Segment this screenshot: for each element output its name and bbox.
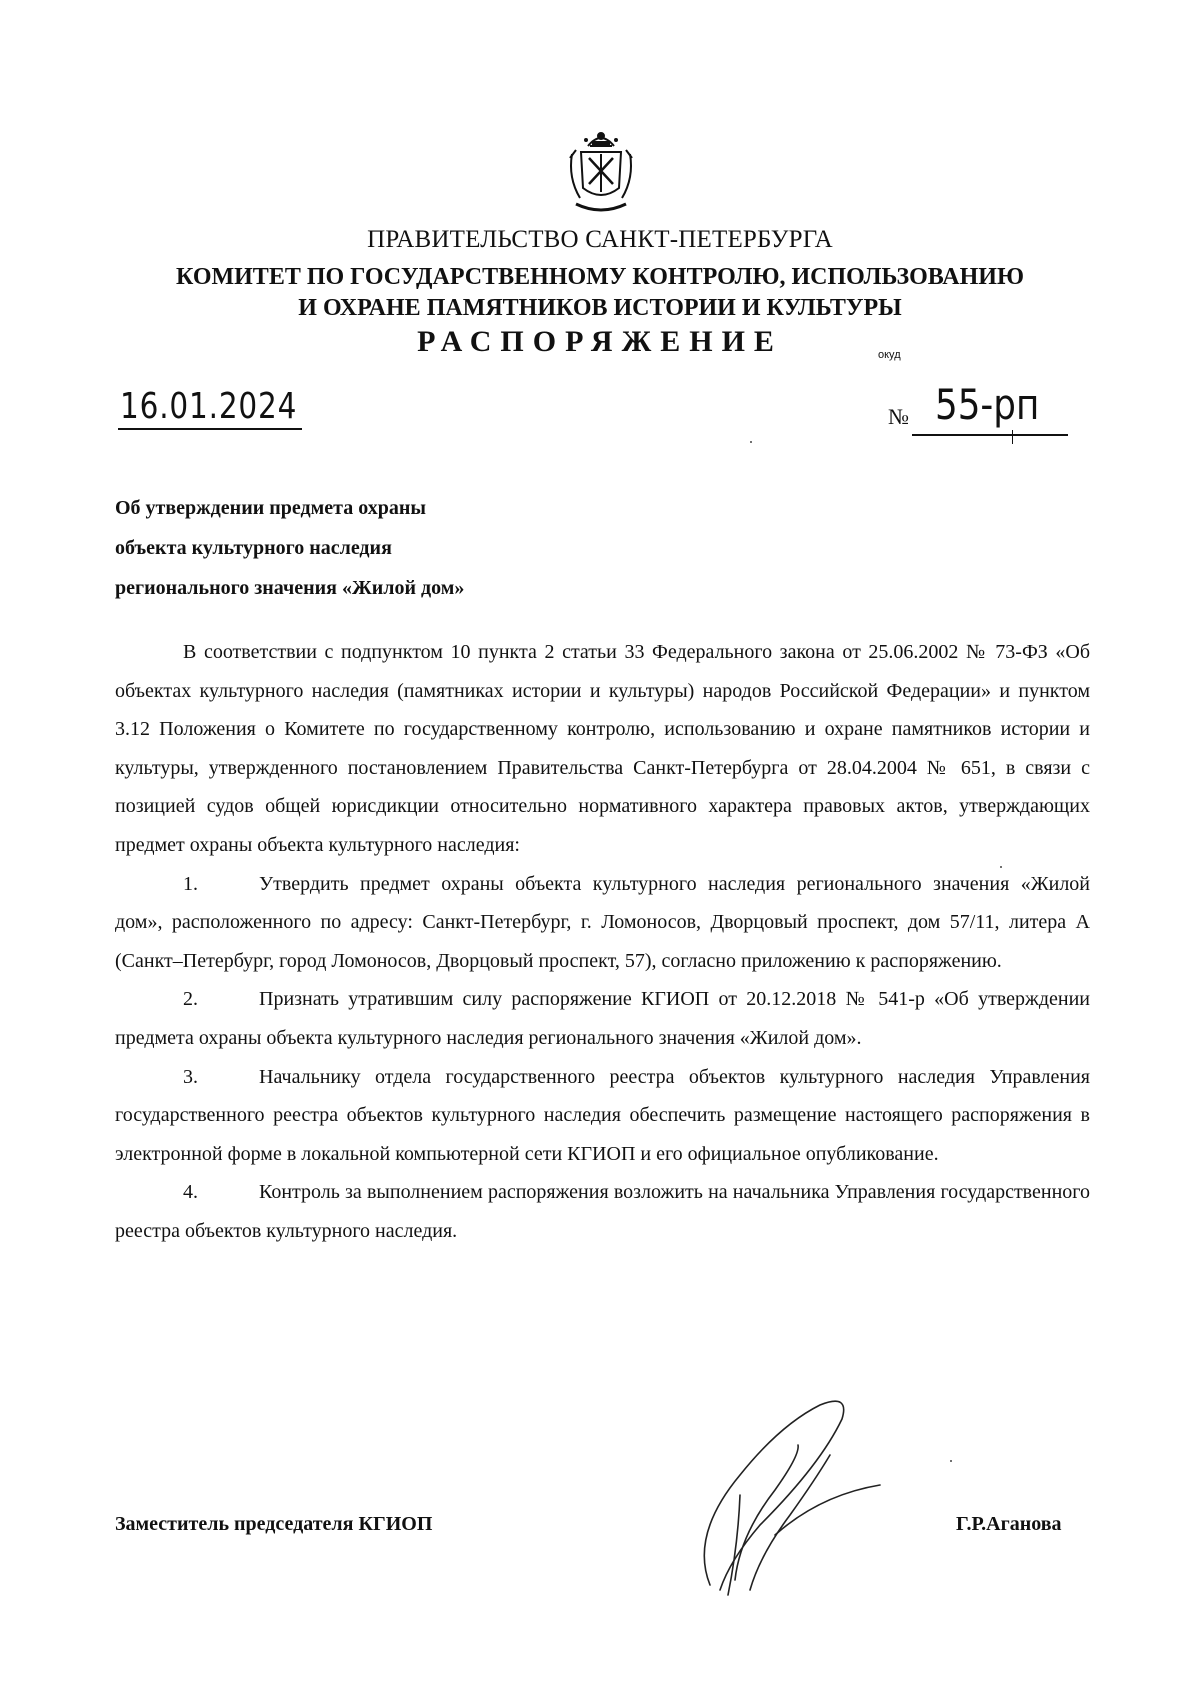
item-number: 4. — [183, 1181, 198, 1204]
order-item-2 — [115, 980, 1090, 1057]
document-subject — [115, 488, 464, 608]
subject-line-2: объекта культурного наследия — [115, 537, 392, 559]
government-header: ПРАВИТЕЛЬСТВО САНКТ-ПЕТЕРБУРГА — [367, 226, 833, 253]
document-body — [115, 633, 1090, 1251]
committee-line-2: И ОХРАНЕ ПАМЯТНИКОВ ИСТОРИИ И КУЛЬТУРЫ — [298, 295, 902, 321]
committee-line-1: КОМИТЕТ ПО ГОСУДАРСТВЕННОМУ КОНТРОЛЮ, ИСПОЛЬЗОВАНИЮ — [176, 264, 1024, 290]
scan-speck — [750, 441, 752, 443]
committee-header — [0, 262, 1200, 324]
order-item-3 — [115, 1058, 1090, 1174]
item-number: 1. — [183, 872, 198, 895]
number-underline — [912, 434, 1068, 436]
document-number: 55-рп — [935, 380, 1040, 429]
okud-label: окуд — [878, 349, 901, 361]
preamble-paragraph: В соответствии с подпунктом 10 пункта 2 статьи 33 Федерального закона от 25.06.2002 № 73-ФЗ «Об объектах культурного наследия (памятниках истории и культуры) народов Российской Федерации» и пунктом 3.12 Положения о Комитете по государственному контролю, использованию и охране памятников истории и культуры, утвержденного постановлением Правительства Санкт-Петербурга от 28.04.2004 № 651, в связи с позицией судов общей юрисдикции относительно нормативного характера правовых актов, утверждающих предмет охраны объекта культурного наследия: — [115, 641, 1090, 856]
document-type: РАСПОРЯЖЕНИЕ — [417, 325, 783, 358]
signatory-name: Г.Р.Аганова — [956, 1513, 1062, 1535]
scan-speck — [950, 1460, 952, 1462]
handwritten-signature — [680, 1385, 900, 1605]
number-underline-tick — [1012, 430, 1013, 444]
order-item-1 — [115, 865, 1090, 981]
subject-line-3: регионального значения «Жилой дом» — [115, 577, 465, 599]
item-text: Начальнику отдела государственного реестра объектов культурного наследия Управления государственного реестра объектов культурного наследия обеспечить размещение настоящего распоряжения в электронной форме в локальной компьютерной сети КГИОП и его официальное опубликование. — [115, 1065, 1090, 1165]
date-underline — [118, 428, 302, 430]
subject-line-1: Об утверждении предмета охраны — [115, 497, 426, 519]
item-text: Утвердить предмет охраны объекта культурного наследия регионального значения «Жилой дом», расположенного по адресу: Санкт-Петербург, г. Ломоносов, Дворцовый проспект, дом 57/11, литера А (Санкт–Петербург, город Ломоносов, Дворцовый проспект, 57), согласно приложению к распоряжению. — [115, 872, 1090, 972]
number-sign: № — [888, 404, 909, 429]
signatory-position: Заместитель председателя КГИОП — [115, 1513, 433, 1535]
item-text: Контроль за выполнением распоряжения возложить на начальника Управления государственного реестра объектов культурного наследия. — [115, 1181, 1090, 1242]
item-number: 3. — [183, 1065, 198, 1088]
item-number: 2. — [183, 988, 198, 1011]
document-date: 16.01.2024 — [120, 386, 298, 427]
item-text: Признать утратившим силу распоряжение КГИОП от 20.12.2018 № 541-р «Об утверждении предмета охраны объекта культурного наследия регионального значения «Жилой дом». — [115, 988, 1090, 1049]
order-item-4 — [115, 1173, 1090, 1250]
st-petersburg-coat-of-arms-icon — [566, 128, 636, 216]
